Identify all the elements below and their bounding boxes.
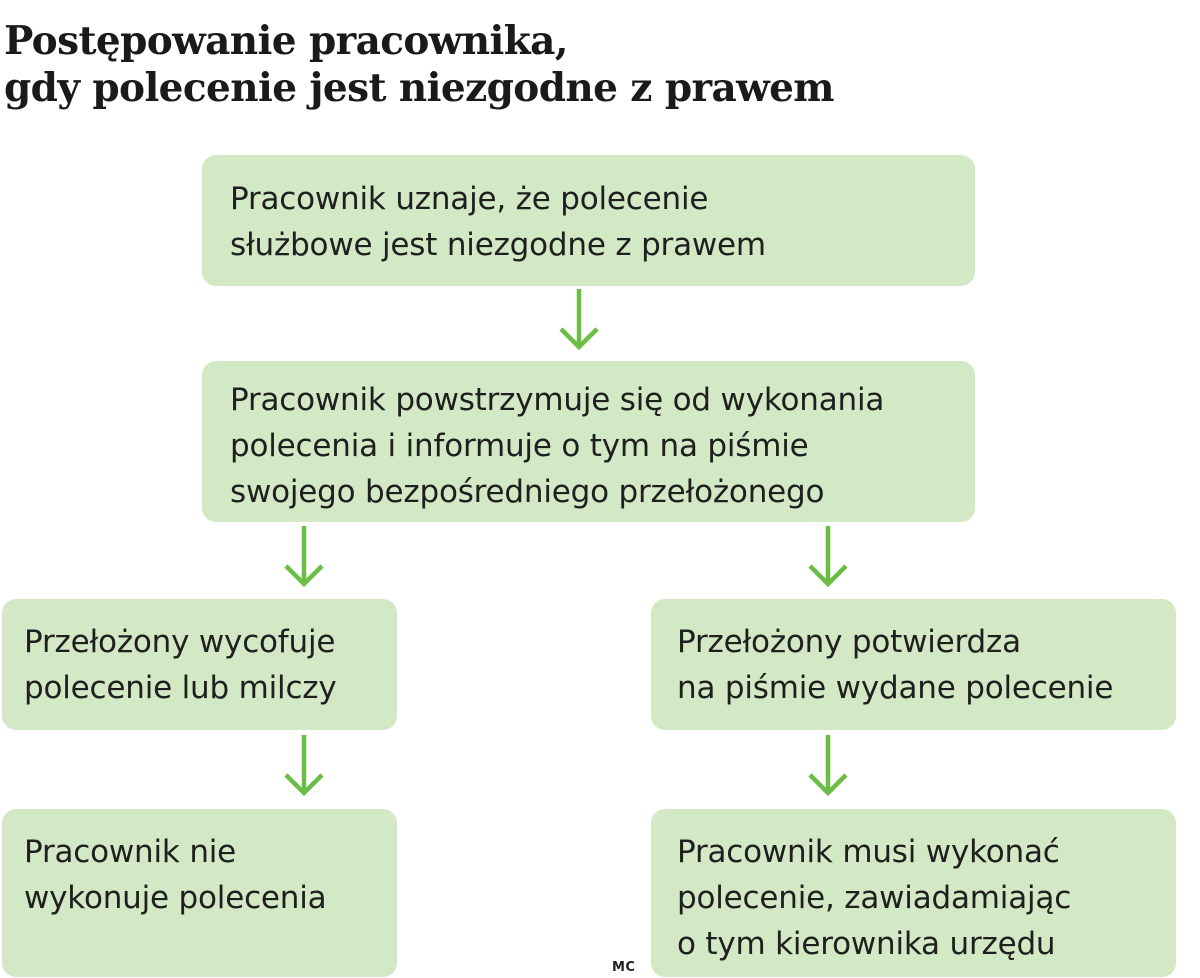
box-text-line: na piśmie wydane polecenie xyxy=(677,670,1114,706)
box-text-line: Pracownik musi wykonać xyxy=(677,834,1060,870)
step-box-employee-must-execute xyxy=(651,809,1176,977)
box-text-line: Przełożony wycofuje xyxy=(24,624,336,660)
box-text-line: służbowe jest niezgodne z prawem xyxy=(230,227,766,263)
diagram-title xyxy=(4,18,834,112)
down-arrow-icon xyxy=(282,524,326,588)
box-text-line: polecenia i informuje o tym na piśmie xyxy=(230,428,809,464)
step-box-supervisor-withdraws xyxy=(2,599,397,730)
down-arrow-icon xyxy=(282,733,326,797)
down-arrow-icon xyxy=(806,733,850,797)
title-line-2: gdy polecenie jest niezgodne z prawem xyxy=(4,65,834,111)
box-text-line: o tym kierownika urzędu xyxy=(677,926,1056,962)
step-box-supervisor-confirms xyxy=(651,599,1176,730)
box-text-line: wykonuje polecenia xyxy=(24,880,327,916)
box-text-line: polecenie lub milczy xyxy=(24,670,337,706)
down-arrow-icon xyxy=(557,287,601,351)
step-box-employee-refrains xyxy=(202,361,975,522)
box-text-line: Pracownik nie xyxy=(24,834,237,870)
step-box-employee-decides xyxy=(202,155,975,286)
box-text-line: Przełożony potwierdza xyxy=(677,624,1021,660)
box-text-line: polecenie, zawiadamiając xyxy=(677,880,1072,916)
box-text-line: swojego bezpośredniego przełożonego xyxy=(230,474,825,510)
title-line-1: Postępowanie pracownika, xyxy=(4,18,568,64)
box-text-line: Pracownik uznaje, że polecenie xyxy=(230,181,709,217)
author-credit: MC xyxy=(612,960,636,975)
box-text-line: Pracownik powstrzymuje się od wykonania xyxy=(230,382,885,418)
step-box-employee-does-not-execute xyxy=(2,809,397,977)
down-arrow-icon xyxy=(806,524,850,588)
